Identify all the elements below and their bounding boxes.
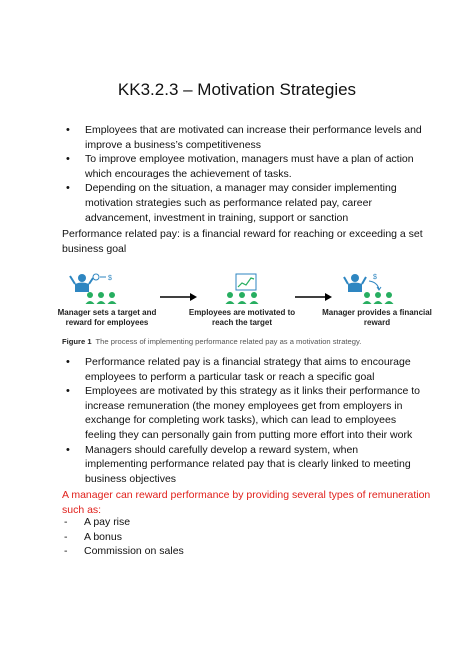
figure-step-1 [52, 272, 162, 334]
remuneration-list [62, 515, 184, 559]
list-item: • To improve employee motivation, managers must have a plan of action which encourages the achievement of tasks. [62, 152, 422, 181]
step-label: Manager sets a target and reward for employees [57, 308, 157, 327]
step-label: Employees are motivated to reach the target [188, 308, 296, 327]
list-item: - Commission on sales [62, 544, 184, 559]
step-label: Manager provides a financial reward [322, 308, 432, 327]
list-item: • Depending on the situation, a manager may consider implementing motivation strategies such as performance related pay, career advancement, investment in training, support or sanction [62, 181, 422, 225]
dollar-sign-icon: $ [108, 275, 112, 282]
page-title: KK3.2.3 – Motivation Strategies [117, 80, 357, 99]
manager-reward-icon [322, 272, 432, 308]
detail-bullet-list [62, 355, 422, 486]
figure-caption-label: Figure 1 [62, 337, 92, 346]
list-item: • Performance related pay is a financial strategy that aims to encourage employees to perform a particular task or reach a specific goal [62, 355, 422, 384]
figure-caption-text: The process of implementing performance related pay as a motivation strategy. [95, 337, 362, 346]
process-figure [57, 272, 432, 334]
list-item: • Employees that are motivated can increase their performance levels and improve a business’s competitiveness [62, 123, 422, 152]
figure-step-2 [187, 272, 297, 334]
remuneration-heading: A manager can reward performance by providing several types of remuneration such as: [62, 489, 431, 516]
manager-target-icon [52, 272, 162, 308]
intro-bullet-list [62, 123, 422, 225]
dollar-sign-icon: $ [373, 274, 377, 281]
figure-step-3 [322, 272, 432, 334]
list-item: • Managers should carefully develop a reward system, when implementing performance related pay that is clearly linked to meeting business objectives [62, 443, 422, 487]
list-item: • Employees are motivated by this strategy as it links their performance to increase remuneration (the money employees get from employers in exchange for completing work tasks), which can lead to employees feeling they can personally gain from putting more effort into their work [62, 384, 422, 442]
list-item: - A pay rise [62, 515, 184, 530]
list-item: - A bonus [62, 530, 184, 545]
definition-paragraph: Performance related pay: is a financial reward for reaching or exceeding a set business goal [62, 228, 423, 255]
employees-chart-icon [187, 272, 297, 308]
figure-caption [62, 337, 442, 346]
